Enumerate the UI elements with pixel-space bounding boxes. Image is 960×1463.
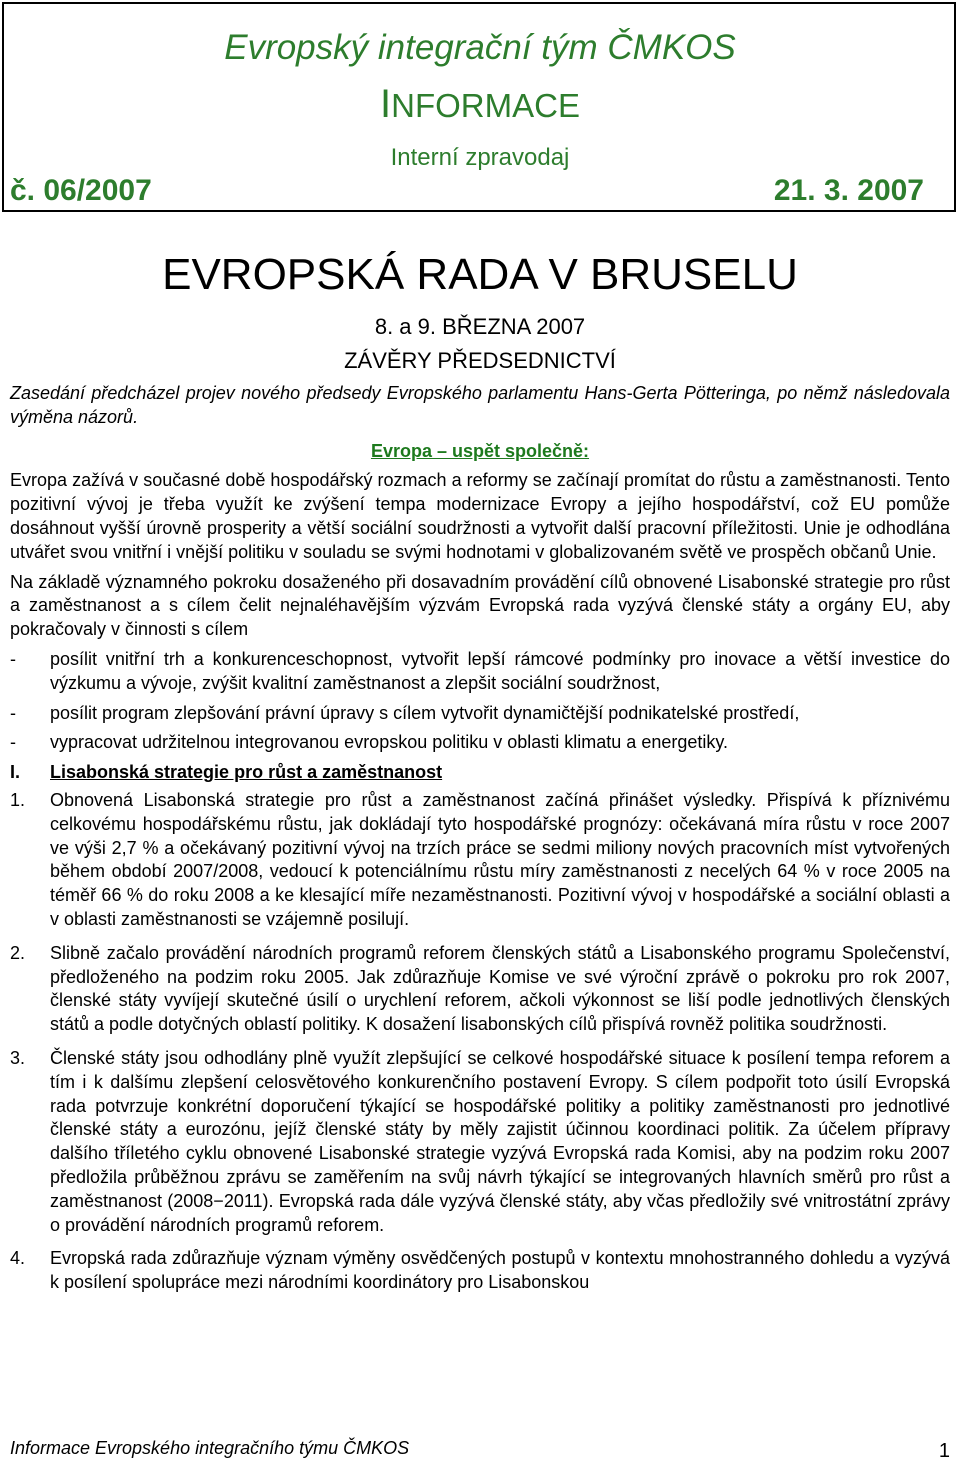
numbered-item <box>10 1047 950 1237</box>
section-1-heading <box>10 761 950 785</box>
issue-date: 21. 3. 2007 <box>773 174 924 207</box>
bullet-mark: - <box>10 702 16 723</box>
paragraph-2: Na základě významného pokroku dosaženého při dosavadním provádění cílů obnovené Lisabonské strategie pro růst a zaměstnanost a s cílem čelit nejnaléhavějším výzvám Evropská rada vyzývá členské státy a orgány EU, aby pokračovaly v činnosti s cílem <box>10 571 950 640</box>
item-number: 1. <box>10 789 26 810</box>
list-item <box>10 702 950 726</box>
item-text: Evropská rada zdůrazňuje význam výměny osvědčených postupů v kontextu mnohostranného dohledu a vyzývá k posílení spolupráce mezi národními koordinátory pro Lisabonskou <box>50 1248 950 1293</box>
item-text: Slibně začalo provádění národních programů reforem členských států a Lisabonského programu Společenství, předloženého na podzim roku 2005. Jak zdůrazňuje Komise ve své výroční zprávě o pokroku pro rok 2007, členské státy vyvíjejí skutečné úsilí o urychlení reforem, ačkoli výkonnost se liší podle jednotlivých členských států a podle dotyčných oblastí politiky. K dosažení lisabonských cílů přispívá rovněž politika soudržnosti. <box>50 942 950 1035</box>
footer-text: Informace Evropského integračního týmu ČMKOS <box>10 1438 410 1458</box>
bullet-list <box>10 648 950 755</box>
newsletter-subtitle: Interní zpravodaj <box>390 144 570 171</box>
numbered-item <box>10 1247 950 1295</box>
list-item <box>10 648 950 696</box>
team-title: Evropský integrační tým ČMKOS <box>224 28 736 67</box>
numbered-item <box>10 789 950 932</box>
page-title: EVROPSKÁ RADA V BRUSELU <box>162 250 798 299</box>
paragraph-1: Evropa zažívá v současné době hospodářský rozmach a reformy se začínají promítat do růstu a zaměstnanosti. Tento pozitivní vývoj je třeba využít ke zvýšení tempa modernizace Evropy a jejího hospodářství, což EU pomůže dosáhnout vyšší úrovně prosperity a větší sociální soudržnosti a vytvořit další pracovní příležitosti. Unie je odhodlána utvářet svou vnitřní i vnější politiku v souladu se svými hodnotami v globalizovaném světě ve prospěch občanů Unie. <box>10 470 950 562</box>
newsletter-name <box>0 82 960 127</box>
newsletter-name-rest: NFORMACE <box>391 87 580 124</box>
conclusions-heading: ZÁVĚRY PŘEDSEDNICTVÍ <box>344 348 616 373</box>
page-number: 1 <box>938 1440 950 1462</box>
section-title: Lisabonská strategie pro růst a zaměstnanost <box>50 762 443 783</box>
list-item <box>10 731 950 755</box>
intro-paragraph: Zasedání předcházel projev nového předsedy Evropského parlamentu Hans-Gerta Pötteringa, po němž následovala výměna názorů. <box>10 383 950 427</box>
item-text: Obnovená Lisabonská strategie pro růst a zaměstnanost začíná přinášet výsledky. Přispívá k příznivému celkovému hospodářskému růstu, jak dokládají tyto hospodářské prognózy: očekávaná míra růstu v roce 2007 ve výši 2,7 % a očekávaný pozitivní vývoj na trzích práce se sedmi miliony nových pracovních míst vytvořených během období 2007/2008, vedoucí k potenciálnímu růstu míry zaměstnanosti z necelých 64 % v roce 2005 na téměř 66 % do roku 2008 a ke klesající míře nezaměstnanosti. Pozitivní vývoj v hospodářské a sociální oblasti a v oblasti zaměstnanosti se vzájemně posilují. <box>50 789 950 929</box>
bullet-mark: - <box>10 732 16 753</box>
issue-number: č. 06/2007 <box>10 174 152 207</box>
document-body <box>10 382 950 1305</box>
section-heading: Evropa – uspět společně: <box>370 440 590 461</box>
item-number: 2. <box>10 942 26 963</box>
bullet-text: posílit vnitřní trh a konkurenceschopnost, vytvořit lepší rámcové podmínky pro inovace a větší investice do výzkumu a vývoje, zvýšit kvalitní zaměstnanost a zlepšit sociální soudržnost, <box>50 648 950 693</box>
newsletter-name-initial: I <box>380 82 392 126</box>
bullet-mark: - <box>10 648 16 669</box>
meeting-dates: 8. a 9. BŘEZNA 2007 <box>374 314 586 339</box>
bullet-text: vypracovat udržitelnou integrovanou evropskou politiku v oblasti klimatu a energetiky. <box>50 732 729 753</box>
item-number: 4. <box>10 1248 26 1269</box>
item-number: 3. <box>10 1047 26 1068</box>
numbered-item <box>10 942 950 1037</box>
bullet-text: posílit program zlepšování právní úpravy s cílem vytvořit dynamičtější podnikatelské prostředí, <box>50 702 800 723</box>
section-number: I. <box>10 762 21 783</box>
item-text: Členské státy jsou odhodlány plně využít zlepšující se celkové hospodářské situace k posílení tempa reforem a tím i k dalšímu zlepšení celosvětového konkurenčního postavení Evropy. S cílem podpořit toto úsilí Evropská rada potvrzuje konkrétní doporučení týkající se hospodářské politiky a politiky zaměstnanosti pro jednotlivé členské státy a eurozónu, jejíž členské státy by měly zajistit účinnou koordinaci politik. Za účelem přípravy dalšího tříletého cyklu obnovené Lisabonské strategie vyzývá Evropská rada Komisi, aby na podzim roku 2007 předložila průběžnou zprávu se zaměřením na svůj návrh týkající se integrovaných hlavních směrů pro růst a zaměstnanost (2008−2011). Evropská rada dále vyzývá členské státy, aby včas předložily své vnitrostátní zprávy o provádění národních programů reforem. <box>50 1047 950 1235</box>
